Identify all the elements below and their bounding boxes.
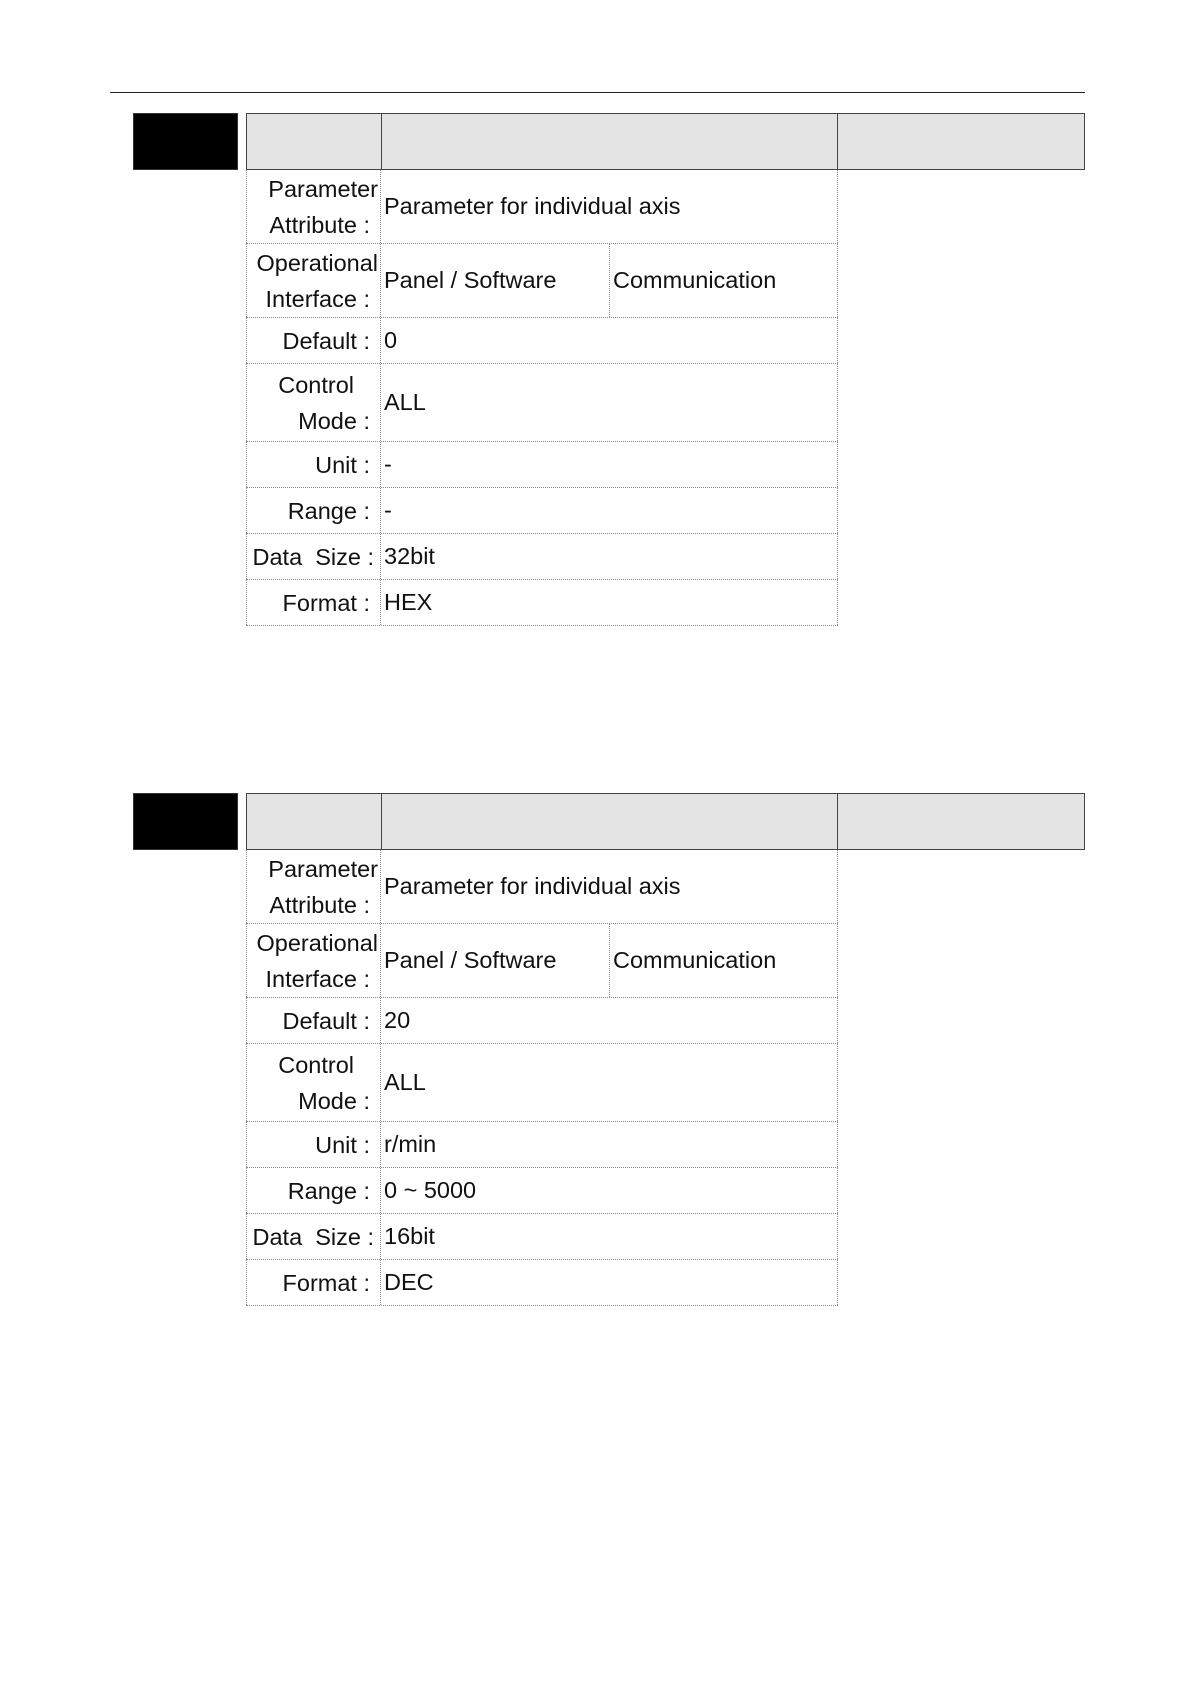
label-default: Default : bbox=[246, 318, 381, 363]
label-default: Default : bbox=[246, 998, 381, 1043]
label-line: Operational bbox=[256, 249, 378, 276]
label-line: Mode : bbox=[298, 407, 370, 434]
row-parameter-attribute bbox=[246, 170, 838, 244]
row-data-size bbox=[246, 1214, 838, 1260]
row-range bbox=[246, 1168, 838, 1214]
row-range bbox=[246, 488, 838, 534]
value-range: - bbox=[381, 488, 838, 533]
label-format: Format : bbox=[246, 580, 381, 625]
label-line: Operational bbox=[256, 929, 378, 956]
value-parameter-attribute: Parameter for individual axis bbox=[381, 850, 838, 923]
value-unit: r/min bbox=[381, 1122, 838, 1167]
header-cell-name bbox=[381, 113, 838, 170]
row-control-mode bbox=[246, 364, 838, 442]
value-data-size: 32bit bbox=[381, 534, 838, 579]
label-line: Interface : bbox=[265, 965, 370, 992]
label-parameter-attribute bbox=[246, 850, 381, 923]
row-default bbox=[246, 998, 838, 1044]
label-line: Mode : bbox=[298, 1087, 370, 1114]
header-rule bbox=[110, 92, 1085, 93]
label-format: Format : bbox=[246, 1260, 381, 1305]
label-line: Interface : bbox=[265, 285, 370, 312]
label-line: Parameter bbox=[268, 175, 378, 202]
row-operational-interface bbox=[246, 924, 838, 998]
header-cell-address bbox=[837, 793, 1085, 850]
label-control-mode bbox=[246, 1044, 381, 1121]
row-unit bbox=[246, 442, 838, 488]
value-default: 20 bbox=[381, 998, 838, 1043]
value-panel-software: Panel / Software bbox=[381, 244, 610, 317]
label-operational-interface bbox=[246, 924, 381, 997]
label-control-mode bbox=[246, 364, 381, 441]
value-range: 0 ~ 5000 bbox=[381, 1168, 838, 1213]
header-cell-code bbox=[246, 113, 382, 170]
parameter-code-tab bbox=[133, 113, 238, 170]
label-line: Parameter bbox=[268, 855, 378, 882]
label-operational-interface bbox=[246, 244, 381, 317]
value-default: 0 bbox=[381, 318, 838, 363]
value-communication: Communication bbox=[610, 244, 838, 317]
label-range: Range : bbox=[246, 1168, 381, 1213]
label-line: Attribute : bbox=[269, 211, 370, 238]
row-parameter-attribute bbox=[246, 850, 838, 924]
row-control-mode bbox=[246, 1044, 838, 1122]
row-data-size bbox=[246, 534, 838, 580]
row-format bbox=[246, 580, 838, 626]
parameter-code-tab bbox=[133, 793, 238, 850]
value-unit: - bbox=[381, 442, 838, 487]
label-parameter-attribute bbox=[246, 170, 381, 243]
row-unit bbox=[246, 1122, 838, 1168]
value-format: DEC bbox=[381, 1260, 838, 1305]
value-format: HEX bbox=[381, 580, 838, 625]
header-cell-name bbox=[381, 793, 838, 850]
header-cell-address bbox=[837, 113, 1085, 170]
label-unit: Unit : bbox=[246, 442, 381, 487]
row-default bbox=[246, 318, 838, 364]
row-format bbox=[246, 1260, 838, 1306]
label-range: Range : bbox=[246, 488, 381, 533]
parameter-table bbox=[246, 850, 838, 1306]
label-data-size: Data Size : bbox=[246, 1214, 381, 1259]
label-line: Control bbox=[278, 1051, 354, 1078]
row-operational-interface bbox=[246, 244, 838, 318]
label-unit: Unit : bbox=[246, 1122, 381, 1167]
value-panel-software: Panel / Software bbox=[381, 924, 610, 997]
label-line: Attribute : bbox=[269, 891, 370, 918]
value-data-size: 16bit bbox=[381, 1214, 838, 1259]
label-data-size: Data Size : bbox=[246, 534, 381, 579]
label-line: Control bbox=[278, 371, 354, 398]
value-control-mode: ALL bbox=[381, 364, 838, 441]
value-communication: Communication bbox=[610, 924, 838, 997]
parameter-table bbox=[246, 170, 838, 626]
value-control-mode: ALL bbox=[381, 1044, 838, 1121]
value-parameter-attribute: Parameter for individual axis bbox=[381, 170, 838, 243]
header-cell-code bbox=[246, 793, 382, 850]
